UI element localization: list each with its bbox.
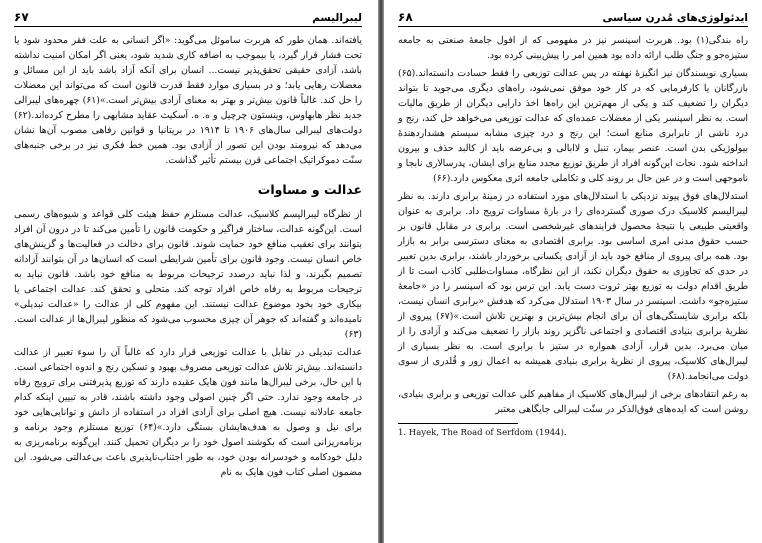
paragraph: بسیاری نویسندگان نیز انگیزهٔ نهفته در پس عدالت توزیعی را فقط حسادت دانسته‌اند.(۶۵) بازرگانان یا کارفرمایی که در کار خود موفق نمی‌شود، راه‌های دیگری می‌جوید تا بتواند دیگران را تضعیف کند و یکی از مهم‌ترین این راه‌ها اخذ دارایی دیگران از طریق مالیات است. به نظر اسپنسر یکی از معضلات عمده‌ای که عدالت توزیعی می‌خواهد حل کند، رنج و درد ناشی از نابرابری منابع است؛ این رنج و درد چیزی مشابه سیستم هشداردهندهٔ بیولوژیکی بدن است. عنصر بیمار، تنبل و لاابالی و بی‌عرضه باید از کالبد حذف و بیرون انداخته شود. نجات این‌گونه افراد از طریق توزیع مجدد منابع برای ایشان، پدرسالاری نابجا و ناموجهی است و در عین حال بر روند کلی و تکاملی جامعه اثری معکوس دارد.(۶۶) [398, 68, 748, 184]
right-page [384, 0, 762, 543]
running-title: لیبرالیسم [312, 12, 362, 24]
page-number: ۶۷ [14, 10, 29, 24]
page-number: ۶۸ [398, 10, 413, 24]
left-page [0, 0, 378, 543]
paragraph: به رغم انتقادهای برخی از لیبرال‌های کلاسیک از مفاهیم کلی عدالت توزیعی و برابری بنیادی، روشن است که ایده‌های فوق‌الذکر در سنّت لیبرالی جایگاهی معتبر [398, 389, 748, 415]
paragraph: استدلال‌های فوق پیوند نزدیکی با استدلال‌های مورد استفاده در زمینهٔ برابری دارند. به نظر لیبرالیسم کلاسیک درک صوری گسترده‌ای را در بارهٔ مساوات ترویج داد. برابری به عنوان واقعیتی طبیعی یا نتیجهٔ محصول فرایندهای غیرشخصی است. برابری در مقابل قانون بر حسب حقوق مدنی امری اساسی بود. برابری اقتصادی به معنای دسترسی برابر به بازار بود. همه برای پیروی از منافع خود باید از آزادی یکسانی برخوردار باشند، برابری بدین تعبیر در حدی که تجاوزی به حقوق دیگران نکند، از این نظرگاه، مساوات‌طلبی کاذب است تا از طریق اقدام دولت به توزیع بهتر ثروت دست یابد. این ترس بود که اسپنسر را در «جامعهٔ ستیزه‌جو» داشت. اسپنسر در سال ۱۹۰۳ استدلال می‌کرد که هدفش «برابری انسان نیست، بلکه برابری شایستگی‌های آن برای انجام بیش‌ترین و بهترین تلاش است.»(۶۷) پیروی از نظریهٔ برابری بنیادی اقتصادی و اجتماعی ناگزیر روند بازار را تضعیف می‌کند و آزادی را از میان می‌برد. بدین قرار، آزادی همواره در ستیز با برابری است. به نظر بسیاری از لیبرال‌های کلاسیک، پیروی از نظریهٔ برابری بنیادی همیشه به اعمال زور و قُلدری از سوی دولت می‌انجامد.(۶۸) [398, 191, 748, 382]
running-title: ایدئولوژی‌های مُدرن سیاسی [602, 12, 748, 24]
paragraph: راه بندگی(۱) بود. هربرت اسپنسر نیز در مفهومی که از افول جامعهٔ صنعتی به جامعه ستیزه‌جو و جنگ طلب ارائه داده بود همین امر را پیش‌بینی کرده بود. [398, 35, 748, 61]
paragraph: یافته‌اند. همان طور که هربرت ساموئل می‌گوید: «اگر انسانی به علت فقر محدود شود یا تحت فشار قرار گیرد، یا بیموجب به اضافه کاری شدید شود، یعنی اگر امکان امنیت نداشته باشد، آزادی حقیقی تحقق‌پذیر نیست... انسان برای آنکه آزاد باشد باید از این مسائل و معضلات رهایی یابد؛ و در بسیاری موارد فقط قدرت قانون است که می‌تواند این معضلات را حل کند. غالباً قانون بیش‌تر و بهتر به معنای آزادی بیش‌تر است.»(۶۱) چهره‌های لیبرالی جدید نظر هابهاوس، وینستون چرچیل و ه. ه. آسکیث عقاید مشابهی را مطرح کرده‌اند.(۶۲) دولت‌های لیبرالی سال‌های ۱۹۰۶ تا ۱۹۱۴ در بریتانیا و قوانین رفاهی مصوب آن‌ها نشان می‌دهد که نیرومند بودن این تصور از آزادی بود. همین خط فکری نیز در برخی جنبه‌های سنّت دموکراتیک اجتماعی قرن بیستم تأثیر گذاشت. [14, 35, 362, 166]
page-header [398, 10, 748, 27]
section-heading: عدالت و مساوات [257, 182, 362, 197]
footnote-divider [398, 423, 518, 424]
page-header [14, 10, 362, 27]
paragraph: از نظرگاه لیبرالیسم کلاسیک، عدالت مستلزم حفظ هیئت کلی قواعد و شیوه‌های رسمی است. این‌گونه عدالت، ساختار فراگیر و حکومت قانون را تأمین می‌کند تا در درون آن افراد بتوانند برای تعقیب منافع خود حمایت شوند. قانون برای دخالت در فعالیت‌ها و گزینش‌های خاص انسان نیست. وجود قانون برای تأمین شرایطی است که انسان‌ها در آن بتوانند آزادانه تصمیم بگیرند، و لذا نباید درصدد ترجیحات مربوط به منافع خود باشد. قانون نباید به ترجیحات مربوط به رفاه خاص افراد توجه کند. متحلی و تحقق کند. عدالت اجتماعی یا بیکاری خود بخود موضوع عدالت نیستند. این مفهوم کلی از عدالت را «عدالت تبدیلی» نامیده‌اند و گفته‌اند که جوهر آن چیزی محسوب می‌شود که منظور لیبرال‌ها از عدالت است.(۶۳) [14, 209, 362, 340]
paragraph: عدالت تبدیلی در تقابل با عدالت توزیعی قرار دارد که غالباً آن را سوء تعبیر از عدالت دانسته‌اند. بیش‌تر تلاش عدالت توزیعی مصروف بهبود و تسکین رنج و اندوه اجتماعی است. با این حال، برخی لیبرال‌ها مانند فون هایک عقیده دارند که توزیع پذیرفتنی برای ترویج رفاه در جامعه وجود ندارد. حتی اگر چنین اصولی وجود داشته باشند، قادر به تبیین اینکه کدام جامعه عادلانه نیست. هیچ اصلی برای آزادی افراد در استفاده از دانش و توانایی‌هایی خود برای نیل و وصول به هدف‌هایشان بستگی دارد.»(۶۴) توزیع مستلزم وجود برنامه و برنامه‌ریزانی است که بکوشند اصول خود را بر دیگران تحمیل کنند. این‌گونه برنامه‌ریزی به دلیل خودکامه و خودسرانه بودن خود، به طور اجتناب‌ناپذیری باعث بی‌عدالتی می‌شود. این مضمون اصلی کتاب فون هایک به نام [14, 347, 362, 478]
footnote: 1. Hayek, The Road of Serfdom (1944). [398, 428, 567, 438]
